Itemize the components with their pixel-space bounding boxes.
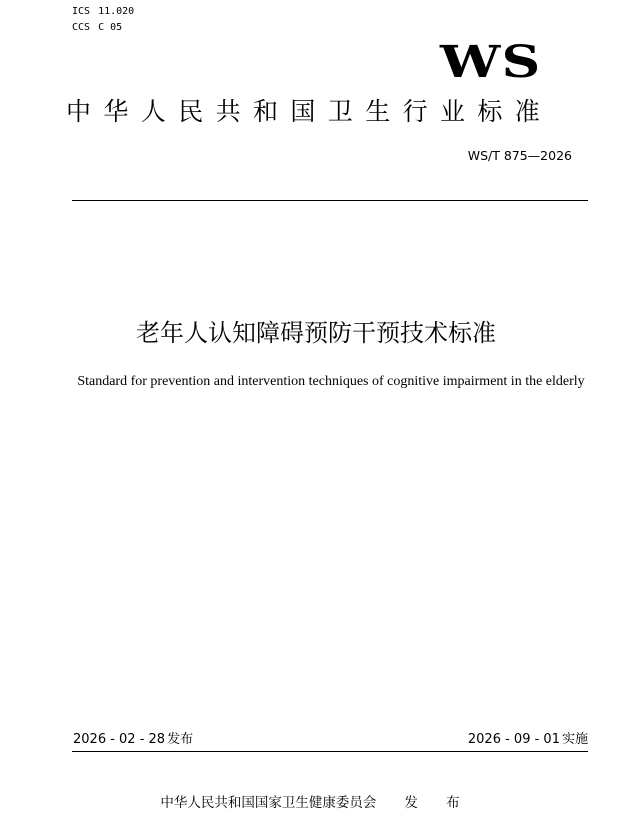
ws-logo: WS — [440, 37, 542, 88]
publish-label: 发 布 — [404, 795, 472, 811]
release-date-block — [73, 731, 193, 749]
issuer-name: 中华人民共和国国家卫生健康委员会 — [160, 795, 377, 811]
implement-label: 实施 — [561, 732, 588, 747]
org-header-title: 中华人民共和国卫生行业标准 — [66, 97, 553, 126]
footer-divider — [72, 751, 588, 752]
ccs-code: C 05 — [98, 22, 123, 33]
implement-date: 2026 - 09 - 01 — [467, 732, 560, 747]
ics-code: 11.020 — [98, 6, 135, 17]
standard-code: WS/T 875—2026 — [467, 148, 572, 163]
document-title-english: Standard for prevention and intervention techniques of cognitive impairment in the elderly — [77, 374, 585, 389]
implement-date-block — [468, 731, 588, 749]
release-label: 发布 — [167, 732, 194, 747]
header-divider — [72, 200, 588, 201]
ics-classification — [72, 6, 134, 18]
ccs-classification — [72, 22, 122, 34]
ics-label: ICS — [72, 6, 91, 17]
ccs-label: CCS — [72, 22, 91, 33]
document-title-chinese: 老年人认知障碍预防干预技术标准 — [136, 319, 496, 347]
release-date: 2026 - 02 - 28 — [73, 732, 166, 747]
footer-issuer-line — [0, 794, 632, 812]
